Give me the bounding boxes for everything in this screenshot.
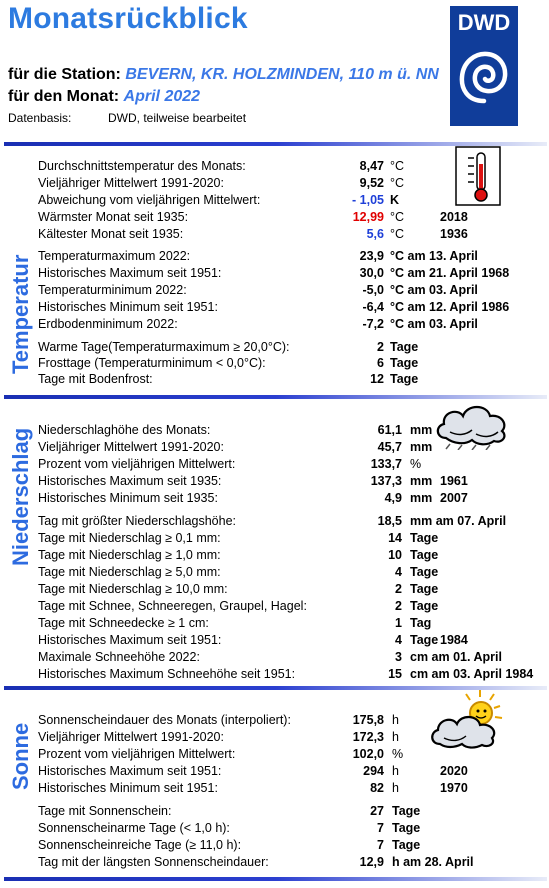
row-value: -5,0 bbox=[362, 283, 384, 297]
row-label: Sonnenscheindauer des Monats (interpoliert): bbox=[38, 713, 291, 727]
precipitation-row-days-10mm bbox=[38, 582, 543, 599]
sun-row-longest-sun-day bbox=[38, 855, 543, 872]
row-label: Tag mit größter Niederschlagshöhe: bbox=[38, 514, 237, 528]
row-value: 137,3 bbox=[370, 474, 402, 488]
precipitation-row-max-day bbox=[38, 514, 543, 531]
row-year: 1984 bbox=[440, 633, 468, 647]
temperature-row-max-temp bbox=[38, 249, 543, 266]
row-label: Tage mit Schnee, Schneeregen, Graupel, Hagel: bbox=[38, 599, 307, 613]
precipitation-row-hist-max bbox=[38, 474, 543, 491]
row-label: Historisches Maximum Schneehöhe seit 1951: bbox=[38, 667, 296, 681]
row-unit: °C am 13. April bbox=[390, 249, 478, 263]
row-unit: Tage bbox=[410, 582, 439, 596]
precipitation-row-percent-of-mean bbox=[38, 457, 543, 474]
row-label: Kältester Monat seit 1935: bbox=[38, 227, 184, 241]
row-label: Tage mit Niederschlag ≥ 5,0 mm: bbox=[38, 565, 221, 579]
precipitation-row-days-0-1mm bbox=[38, 531, 543, 548]
row-value: 172,3 bbox=[352, 730, 384, 744]
row-unit: Tage bbox=[410, 531, 439, 545]
station-line bbox=[8, 66, 439, 84]
temperature-row-frost-days bbox=[38, 356, 543, 373]
row-value: 2 bbox=[377, 340, 384, 354]
row-value: 27 bbox=[370, 804, 384, 818]
temperature-row-warm-days bbox=[38, 340, 543, 357]
precipitation-row-hist-min bbox=[38, 491, 543, 508]
row-label: Erdbodenminimum 2022: bbox=[38, 317, 178, 331]
row-value: -7,2 bbox=[362, 317, 384, 331]
rain-cloud-icon bbox=[432, 398, 512, 450]
row-value: 2 bbox=[395, 582, 402, 596]
row-value: 8,47 bbox=[359, 159, 384, 173]
row-value: 82 bbox=[370, 781, 384, 795]
precipitation-row-hist-max-snow-days bbox=[38, 633, 543, 650]
row-label: Tag mit der längsten Sonnenscheindauer: bbox=[38, 855, 269, 869]
row-unit: Tage bbox=[390, 356, 419, 370]
row-year: 2018 bbox=[440, 210, 468, 224]
row-label: Tage mit Schneedecke ≥ 1 cm: bbox=[38, 616, 209, 630]
thermometer-icon bbox=[455, 146, 501, 206]
row-label: Sonnenscheinreiche Tage (≥ 11,0 h): bbox=[38, 838, 242, 852]
row-unit: mm bbox=[410, 474, 433, 488]
sun-row-hist-max bbox=[38, 764, 543, 781]
row-value: - 1,05 bbox=[352, 193, 384, 207]
source-label: Datenbasis: bbox=[8, 111, 72, 125]
page-title: Monatsrückblick bbox=[8, 2, 248, 35]
row-label: Prozent vom vieljährigen Mittelwert: bbox=[38, 457, 236, 471]
row-label: Tage mit Niederschlag ≥ 1,0 mm: bbox=[38, 548, 221, 562]
row-label: Historisches Maximum seit 1951: bbox=[38, 266, 222, 280]
row-label: Vieljähriger Mittelwert 1991-2020: bbox=[38, 176, 224, 190]
row-unit: cm am 01. April bbox=[410, 650, 502, 664]
row-unit: Tage bbox=[410, 548, 439, 562]
row-unit: mm bbox=[410, 491, 433, 505]
row-unit: °C bbox=[390, 176, 405, 190]
row-unit: h bbox=[392, 781, 399, 795]
temperature-row-ground-frost-days bbox=[38, 372, 543, 389]
row-label: Abweichung vom vieljährigen Mittelwert: bbox=[38, 193, 261, 207]
row-value: 102,0 bbox=[352, 747, 384, 761]
sun-cloud-icon bbox=[428, 688, 508, 750]
row-value: 12 bbox=[370, 372, 384, 386]
row-value: 4 bbox=[395, 633, 402, 647]
temperature-row-hist-min bbox=[38, 300, 543, 317]
source-value: DWD, teilweise bearbeitet bbox=[108, 111, 247, 125]
row-unit: °C bbox=[390, 210, 405, 224]
row-label: Historisches Maximum seit 1951: bbox=[38, 633, 222, 647]
row-label: Niederschlaghöhe des Monats: bbox=[38, 423, 211, 437]
temperature-row-coldest-month bbox=[38, 227, 543, 244]
row-unit: Tage bbox=[392, 821, 421, 835]
row-label: Tage mit Niederschlag ≥ 0,1 mm: bbox=[38, 531, 221, 545]
row-value: -6,4 bbox=[362, 300, 384, 314]
row-unit: Tage bbox=[390, 372, 419, 386]
row-value: 9,52 bbox=[359, 176, 384, 190]
sun-row-low-sun-days bbox=[38, 821, 543, 838]
row-label: Tage mit Sonnenschein: bbox=[38, 804, 172, 818]
source-line bbox=[8, 111, 247, 125]
section-label-precipitation: Niederschlag bbox=[8, 427, 33, 566]
month-line bbox=[8, 88, 200, 106]
dwd-logo-text: DWD bbox=[457, 10, 511, 35]
row-year: 1961 bbox=[440, 474, 468, 488]
row-value: 7 bbox=[377, 821, 384, 835]
row-label: Temperaturminimum 2022: bbox=[38, 283, 187, 297]
row-value: 175,8 bbox=[352, 713, 384, 727]
row-value: 12,99 bbox=[352, 210, 384, 224]
precipitation-row-days-5mm bbox=[38, 565, 543, 582]
row-year: 1970 bbox=[440, 781, 468, 795]
row-unit: h bbox=[392, 730, 399, 744]
row-label: Frosttage (Temperaturminimum < 0,0°C): bbox=[38, 356, 266, 370]
row-value: 15 bbox=[388, 667, 402, 681]
row-label: Tage mit Bodenfrost: bbox=[38, 372, 153, 386]
row-value: 133,7 bbox=[370, 457, 402, 471]
row-value: 14 bbox=[388, 531, 402, 545]
row-unit: Tage bbox=[392, 838, 421, 852]
precipitation-row-days-snow-cover bbox=[38, 616, 543, 633]
row-label: Vieljähriger Mittelwert 1991-2020: bbox=[38, 440, 224, 454]
row-unit: mm am 07. April bbox=[410, 514, 507, 528]
precipitation-row-days-snow-hail bbox=[38, 599, 543, 616]
row-unit: °C am 03. April bbox=[390, 317, 478, 331]
row-value: 2 bbox=[395, 599, 402, 613]
row-value: 10 bbox=[388, 548, 402, 562]
temperature-row-warmest-month bbox=[38, 210, 543, 227]
row-value: 1 bbox=[395, 616, 402, 630]
row-label: Prozent vom vieljährigen Mittelwert: bbox=[38, 747, 236, 761]
sun-row-high-sun-days bbox=[38, 838, 543, 855]
row-label: Historisches Minimum seit 1935: bbox=[38, 491, 218, 505]
row-label: Sonnenscheinarme Tage (< 1,0 h): bbox=[38, 821, 230, 835]
row-value: 294 bbox=[363, 764, 384, 778]
row-label: Durchschnittstemperatur des Monats: bbox=[38, 159, 246, 173]
row-unit: °C am 03. April bbox=[390, 283, 478, 297]
row-year: 1936 bbox=[440, 227, 468, 241]
row-unit: Tage bbox=[410, 633, 439, 647]
row-label: Historisches Maximum seit 1951: bbox=[38, 764, 222, 778]
row-value: 30,0 bbox=[359, 266, 384, 280]
precipitation-row-max-snow-depth bbox=[38, 650, 543, 667]
row-label: Temperaturmaximum 2022: bbox=[38, 249, 191, 263]
section-label-temperature: Temperatur bbox=[8, 254, 33, 374]
row-label: Historisches Minimum seit 1951: bbox=[38, 300, 218, 314]
row-unit: °C bbox=[390, 227, 405, 241]
row-unit: Tag bbox=[410, 616, 432, 630]
station-label: für die Station: bbox=[8, 66, 121, 83]
month-value: April 2022 bbox=[123, 88, 201, 105]
temperature-row-ground-min bbox=[38, 317, 543, 334]
row-label: Maximale Schneehöhe 2022: bbox=[38, 650, 200, 664]
row-unit: °C am 12. April 1986 bbox=[390, 300, 510, 314]
row-label: Vieljähriger Mittelwert 1991-2020: bbox=[38, 730, 224, 744]
row-unit: h bbox=[392, 713, 399, 727]
row-unit: K bbox=[390, 193, 400, 207]
section-label-sun: Sonne bbox=[8, 722, 33, 790]
row-unit: % bbox=[392, 747, 404, 761]
row-year: 2007 bbox=[440, 491, 468, 505]
row-value: 61,1 bbox=[377, 423, 402, 437]
sun-row-sunny-days bbox=[38, 804, 543, 821]
month-label: für den Monat: bbox=[8, 88, 120, 105]
row-unit: h am 28. April bbox=[392, 855, 474, 869]
row-label: Warme Tage(Temperaturmaximum ≥ 20,0°C): bbox=[38, 340, 290, 354]
dwd-swirl-icon bbox=[459, 48, 509, 106]
row-unit: Tage bbox=[390, 340, 419, 354]
row-unit: °C am 21. April 1968 bbox=[390, 266, 510, 280]
precipitation-row-days-1mm bbox=[38, 548, 543, 565]
station-value: BEVERN, KR. HOLZMINDEN, 110 m ü. NN bbox=[125, 66, 439, 83]
row-label: Historisches Maximum seit 1935: bbox=[38, 474, 222, 488]
row-value: 5,6 bbox=[366, 227, 384, 241]
row-value: 3 bbox=[395, 650, 402, 664]
section-bar-bottom bbox=[4, 877, 547, 881]
row-value: 4 bbox=[395, 565, 402, 579]
row-unit: h bbox=[392, 764, 399, 778]
row-year: 2020 bbox=[440, 764, 468, 778]
row-unit: Tage bbox=[410, 565, 439, 579]
row-label: Tage mit Niederschlag ≥ 10,0 mm: bbox=[38, 582, 228, 596]
row-value: 7 bbox=[377, 838, 384, 852]
temperature-row-hist-max bbox=[38, 266, 543, 283]
row-unit: mm bbox=[410, 423, 433, 437]
row-value: 23,9 bbox=[359, 249, 384, 263]
row-unit: Tage bbox=[410, 599, 439, 613]
row-value: 6 bbox=[377, 356, 384, 370]
temperature-row-min-temp bbox=[38, 283, 543, 300]
row-value: 12,9 bbox=[359, 855, 384, 869]
row-value: 18,5 bbox=[377, 514, 402, 528]
row-value: 45,7 bbox=[377, 440, 402, 454]
row-unit: cm am 03. April 1984 bbox=[410, 667, 534, 681]
row-label: Historisches Minimum seit 1951: bbox=[38, 781, 218, 795]
row-unit: Tage bbox=[392, 804, 421, 818]
precipitation-row-hist-max-snow-depth bbox=[38, 667, 543, 684]
row-unit: °C bbox=[390, 159, 405, 173]
row-unit: % bbox=[410, 457, 422, 471]
row-value: 4,9 bbox=[384, 491, 402, 505]
sun-row-hist-min bbox=[38, 781, 543, 798]
row-label: Wärmster Monat seit 1935: bbox=[38, 210, 189, 224]
dwd-logo bbox=[450, 6, 518, 126]
row-unit: mm bbox=[410, 440, 433, 454]
